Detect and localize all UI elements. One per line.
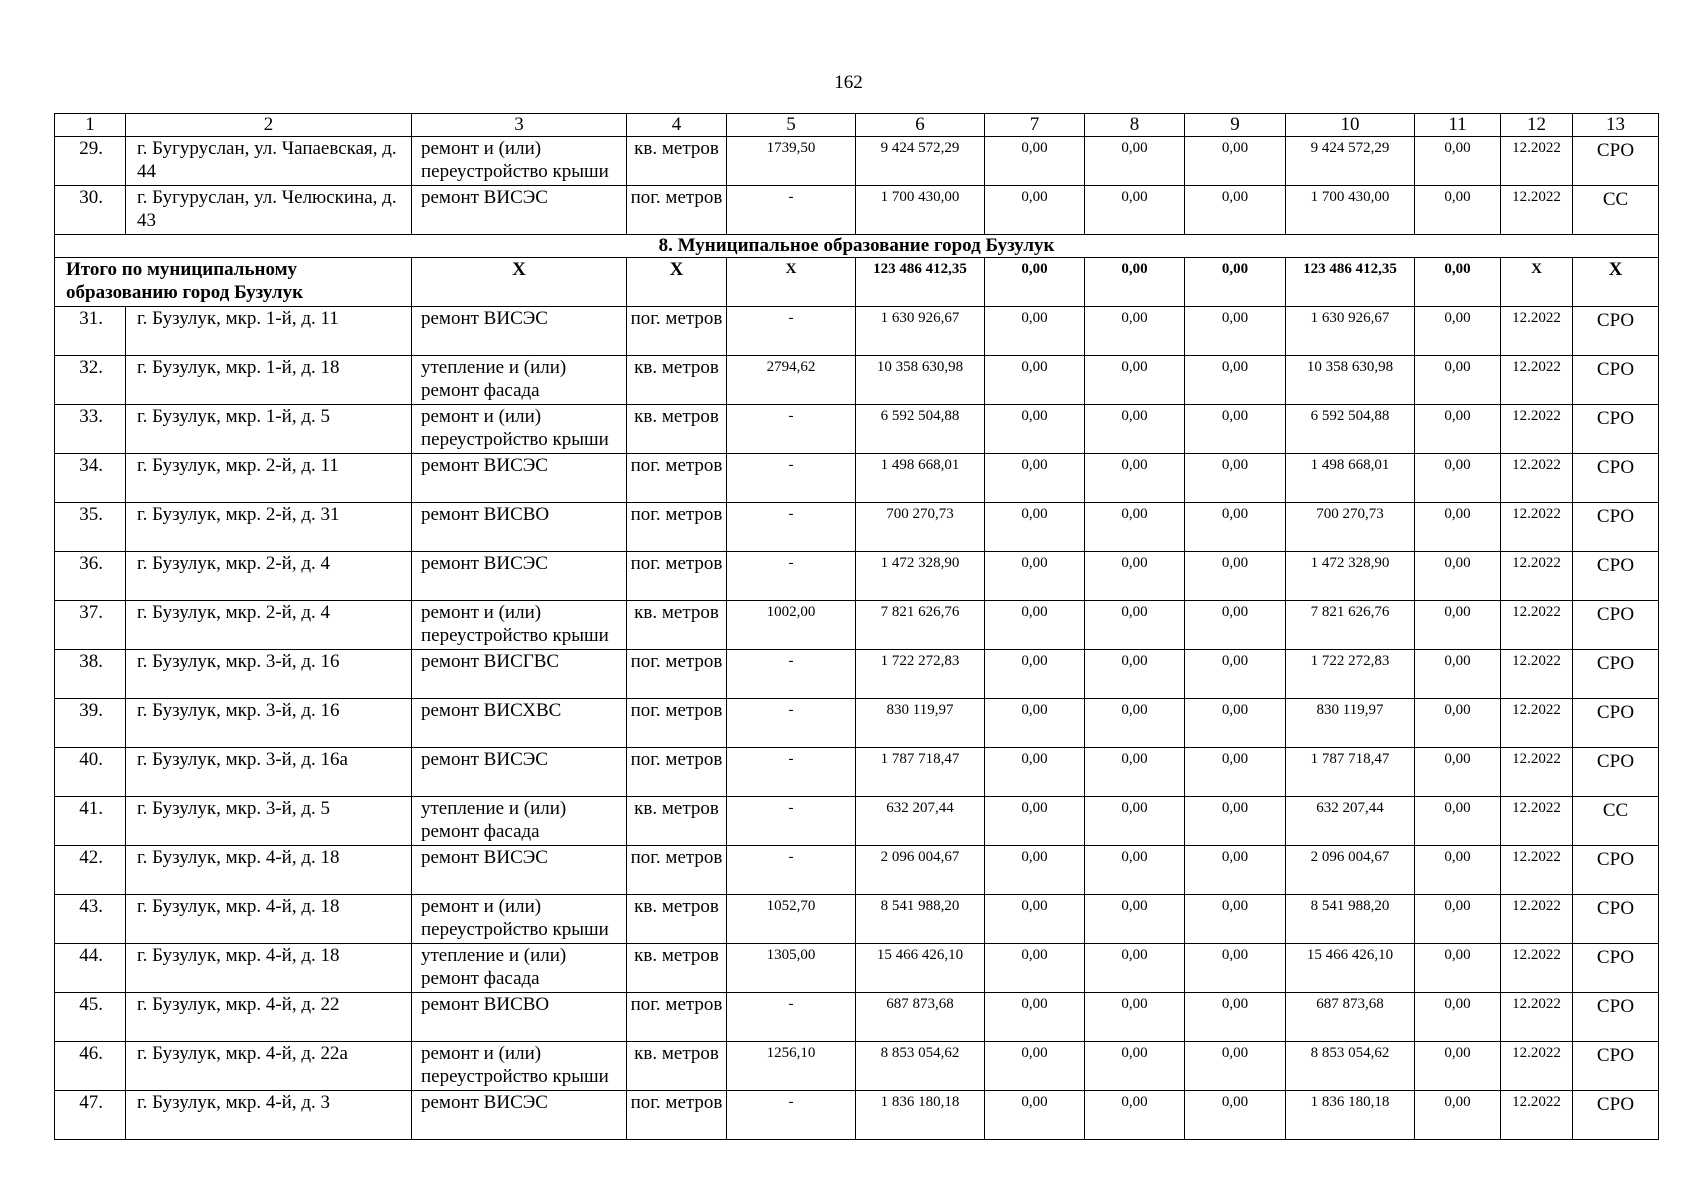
row-number: 42. xyxy=(55,846,126,895)
unit-cell: кв. метров xyxy=(627,797,727,846)
unit-cell: пог. метров xyxy=(627,503,727,552)
work-type-cell: ремонт ВИСЭС xyxy=(412,1091,627,1140)
deadline-cell: 12.2022 xyxy=(1501,356,1573,405)
method-cell: СРО xyxy=(1573,405,1659,454)
other-funds-cell: 0,00 xyxy=(1415,944,1501,993)
total-fund: 0,00 xyxy=(1085,258,1185,307)
deadline-cell: 12.2022 xyxy=(1501,797,1573,846)
address-cell: г. Бугуруслан, ул. Челюскина, д. 43 xyxy=(126,186,412,235)
fund-cell: 0,00 xyxy=(1085,307,1185,356)
work-type-cell: ремонт и (или) переустройство крыши xyxy=(412,137,627,186)
row-number: 45. xyxy=(55,993,126,1042)
other-funds-cell: 0,00 xyxy=(1415,650,1501,699)
owner-funds-cell: 687 873,68 xyxy=(1286,993,1415,1042)
fund-cell: 0,00 xyxy=(985,748,1085,797)
owner-funds-cell: 6 592 504,88 xyxy=(1286,405,1415,454)
fund-cell: 0,00 xyxy=(1085,405,1185,454)
deadline-cell: 12.2022 xyxy=(1501,454,1573,503)
deadline-cell: 12.2022 xyxy=(1501,748,1573,797)
owner-funds-cell: 7 821 626,76 xyxy=(1286,601,1415,650)
owner-funds-cell: 632 207,44 xyxy=(1286,797,1415,846)
unit-cell: пог. метров xyxy=(627,993,727,1042)
method-cell: СРО xyxy=(1573,454,1659,503)
unit-cell: кв. метров xyxy=(627,601,727,650)
column-number: 10 xyxy=(1286,114,1415,137)
fund-cell: 0,00 xyxy=(985,186,1085,235)
address-cell: г. Бузулук, мкр. 1-й, д. 18 xyxy=(126,356,412,405)
unit-cell: кв. метров xyxy=(627,944,727,993)
total-owner-funds: 123 486 412,35 xyxy=(1286,258,1415,307)
owner-funds-cell: 10 358 630,98 xyxy=(1286,356,1415,405)
row-number: 46. xyxy=(55,1042,126,1091)
other-funds-cell: 0,00 xyxy=(1415,356,1501,405)
table-row xyxy=(55,944,1659,993)
other-funds-cell: 0,00 xyxy=(1415,748,1501,797)
deadline-cell: 12.2022 xyxy=(1501,405,1573,454)
total-cost-cell: 700 270,73 xyxy=(856,503,985,552)
total-other-funds: 0,00 xyxy=(1415,258,1501,307)
row-number: 34. xyxy=(55,454,126,503)
table-row xyxy=(55,454,1659,503)
address-cell: г. Бузулук, мкр. 4-й, д. 18 xyxy=(126,846,412,895)
other-funds-cell: 0,00 xyxy=(1415,552,1501,601)
fund-cell: 0,00 xyxy=(1085,552,1185,601)
work-type-cell: ремонт и (или) переустройство крыши xyxy=(412,1042,627,1091)
area-cell: - xyxy=(727,1091,856,1140)
method-cell: СРО xyxy=(1573,356,1659,405)
row-number: 38. xyxy=(55,650,126,699)
fund-cell: 0,00 xyxy=(1085,454,1185,503)
fund-cell: 0,00 xyxy=(985,944,1085,993)
fund-cell: 0,00 xyxy=(1085,748,1185,797)
deadline-cell: 12.2022 xyxy=(1501,1091,1573,1140)
address-cell: г. Бузулук, мкр. 2-й, д. 4 xyxy=(126,552,412,601)
total-cost-cell: 687 873,68 xyxy=(856,993,985,1042)
area-cell: - xyxy=(727,405,856,454)
other-funds-cell: 0,00 xyxy=(1415,797,1501,846)
unit-cell: кв. метров xyxy=(627,137,727,186)
section-row xyxy=(55,235,1659,258)
fund-cell: 0,00 xyxy=(1185,405,1286,454)
area-cell: - xyxy=(727,650,856,699)
fund-cell: 0,00 xyxy=(1185,503,1286,552)
method-cell: СРО xyxy=(1573,993,1659,1042)
fund-cell: 0,00 xyxy=(1185,356,1286,405)
table-row xyxy=(55,601,1659,650)
owner-funds-cell: 830 119,97 xyxy=(1286,699,1415,748)
deadline-cell: 12.2022 xyxy=(1501,699,1573,748)
table-row xyxy=(55,895,1659,944)
owner-funds-cell: 1 498 668,01 xyxy=(1286,454,1415,503)
fund-cell: 0,00 xyxy=(985,137,1085,186)
address-cell: г. Бузулук, мкр. 4-й, д. 3 xyxy=(126,1091,412,1140)
owner-funds-cell: 1 700 430,00 xyxy=(1286,186,1415,235)
table-row xyxy=(55,503,1659,552)
total-cost-cell: 1 472 328,90 xyxy=(856,552,985,601)
address-cell: г. Бузулук, мкр. 4-й, д. 22 xyxy=(126,993,412,1042)
fund-cell: 0,00 xyxy=(1085,944,1185,993)
unit-cell: пог. метров xyxy=(627,307,727,356)
fund-cell: 0,00 xyxy=(1185,699,1286,748)
deadline-cell: 12.2022 xyxy=(1501,307,1573,356)
work-type-cell: ремонт ВИСЭС xyxy=(412,846,627,895)
address-cell: г. Бугуруслан, ул. Чапаевская, д. 44 xyxy=(126,137,412,186)
row-number: 41. xyxy=(55,797,126,846)
table-row xyxy=(55,797,1659,846)
table-row xyxy=(55,748,1659,797)
other-funds-cell: 0,00 xyxy=(1415,503,1501,552)
fund-cell: 0,00 xyxy=(1185,944,1286,993)
total-cost-cell: 632 207,44 xyxy=(856,797,985,846)
work-type-cell: ремонт и (или) переустройство крыши xyxy=(412,601,627,650)
area-cell: - xyxy=(727,186,856,235)
total-cost-cell: 6 592 504,88 xyxy=(856,405,985,454)
total-cost-cell: 8 541 988,20 xyxy=(856,895,985,944)
method-cell: СРО xyxy=(1573,846,1659,895)
column-number: 4 xyxy=(627,114,727,137)
table-row xyxy=(55,405,1659,454)
total-cost-cell: 9 424 572,29 xyxy=(856,137,985,186)
total-cost-cell: 15 466 426,10 xyxy=(856,944,985,993)
fund-cell: 0,00 xyxy=(1085,1042,1185,1091)
table-row xyxy=(55,650,1659,699)
address-cell: г. Бузулук, мкр. 1-й, д. 11 xyxy=(126,307,412,356)
unit-cell: пог. метров xyxy=(627,454,727,503)
method-cell: СРО xyxy=(1573,650,1659,699)
total-cost-cell: 1 787 718,47 xyxy=(856,748,985,797)
fund-cell: 0,00 xyxy=(985,699,1085,748)
owner-funds-cell: 8 541 988,20 xyxy=(1286,895,1415,944)
owner-funds-cell: 1 630 926,67 xyxy=(1286,307,1415,356)
owner-funds-cell: 1 787 718,47 xyxy=(1286,748,1415,797)
fund-cell: 0,00 xyxy=(1185,137,1286,186)
area-cell: - xyxy=(727,307,856,356)
column-number: 9 xyxy=(1185,114,1286,137)
deadline-cell: 12.2022 xyxy=(1501,650,1573,699)
area-cell: 1002,00 xyxy=(727,601,856,650)
unit-cell: кв. метров xyxy=(627,405,727,454)
unit-cell: кв. метров xyxy=(627,1042,727,1091)
fund-cell: 0,00 xyxy=(1085,650,1185,699)
work-type-cell: ремонт ВИСЭС xyxy=(412,748,627,797)
other-funds-cell: 0,00 xyxy=(1415,1091,1501,1140)
deadline-cell: 12.2022 xyxy=(1501,1042,1573,1091)
table-row xyxy=(55,186,1659,235)
address-cell: г. Бузулук, мкр. 2-й, д. 31 xyxy=(126,503,412,552)
capital-repair-table xyxy=(54,113,1659,1140)
unit-cell: пог. метров xyxy=(627,186,727,235)
fund-cell: 0,00 xyxy=(985,454,1085,503)
work-type-cell: утепление и (или) ремонт фасада xyxy=(412,797,627,846)
address-cell: г. Бузулук, мкр. 2-й, д. 11 xyxy=(126,454,412,503)
row-number: 32. xyxy=(55,356,126,405)
total-label: Итого по муниципальному образованию город Бузулук xyxy=(55,258,412,307)
total-cost-cell: 7 821 626,76 xyxy=(856,601,985,650)
work-type-cell: утепление и (или) ремонт фасада xyxy=(412,356,627,405)
work-type-cell: ремонт и (или) переустройство крыши xyxy=(412,895,627,944)
work-type-cell: ремонт ВИСХВС xyxy=(412,699,627,748)
area-cell: - xyxy=(727,552,856,601)
other-funds-cell: 0,00 xyxy=(1415,1042,1501,1091)
work-type-cell: ремонт и (или) переустройство крыши xyxy=(412,405,627,454)
method-cell: СРО xyxy=(1573,748,1659,797)
area-cell: 1739,50 xyxy=(727,137,856,186)
area-cell: 1256,10 xyxy=(727,1042,856,1091)
total-row xyxy=(55,258,1659,307)
method-cell: СРО xyxy=(1573,944,1659,993)
area-cell: - xyxy=(727,748,856,797)
fund-cell: 0,00 xyxy=(985,846,1085,895)
work-type-cell: ремонт ВИСЭС xyxy=(412,552,627,601)
total-cost-cell: 1 722 272,83 xyxy=(856,650,985,699)
table-row xyxy=(55,1091,1659,1140)
row-number: 43. xyxy=(55,895,126,944)
address-cell: г. Бузулук, мкр. 3-й, д. 16 xyxy=(126,650,412,699)
work-type-cell: ремонт ВИСЭС xyxy=(412,186,627,235)
deadline-cell: 12.2022 xyxy=(1501,552,1573,601)
owner-funds-cell: 15 466 426,10 xyxy=(1286,944,1415,993)
table-row xyxy=(55,846,1659,895)
row-number: 40. xyxy=(55,748,126,797)
other-funds-cell: 0,00 xyxy=(1415,601,1501,650)
fund-cell: 0,00 xyxy=(1185,846,1286,895)
method-cell: СС xyxy=(1573,186,1659,235)
unit-cell: пог. метров xyxy=(627,650,727,699)
fund-cell: 0,00 xyxy=(985,552,1085,601)
row-number: 35. xyxy=(55,503,126,552)
fund-cell: 0,00 xyxy=(1085,137,1185,186)
row-number: 36. xyxy=(55,552,126,601)
fund-cell: 0,00 xyxy=(985,993,1085,1042)
fund-cell: 0,00 xyxy=(985,356,1085,405)
table-row xyxy=(55,993,1659,1042)
table-row xyxy=(55,356,1659,405)
column-number: 5 xyxy=(727,114,856,137)
unit-cell: кв. метров xyxy=(627,356,727,405)
fund-cell: 0,00 xyxy=(1085,601,1185,650)
fund-cell: 0,00 xyxy=(1185,797,1286,846)
fund-cell: 0,00 xyxy=(1185,601,1286,650)
total-fund: 0,00 xyxy=(985,258,1085,307)
other-funds-cell: 0,00 xyxy=(1415,405,1501,454)
unit-cell: пог. метров xyxy=(627,1091,727,1140)
fund-cell: 0,00 xyxy=(985,650,1085,699)
address-cell: г. Бузулук, мкр. 4-й, д. 18 xyxy=(126,944,412,993)
column-number: 12 xyxy=(1501,114,1573,137)
total-x: X xyxy=(412,258,627,307)
total-x: X xyxy=(627,258,727,307)
deadline-cell: 12.2022 xyxy=(1501,846,1573,895)
unit-cell: пог. метров xyxy=(627,699,727,748)
column-number: 11 xyxy=(1415,114,1501,137)
deadline-cell: 12.2022 xyxy=(1501,503,1573,552)
area-cell: 1305,00 xyxy=(727,944,856,993)
fund-cell: 0,00 xyxy=(985,405,1085,454)
method-cell: СРО xyxy=(1573,307,1659,356)
work-type-cell: ремонт ВИСВО xyxy=(412,503,627,552)
other-funds-cell: 0,00 xyxy=(1415,307,1501,356)
column-number: 1 xyxy=(55,114,126,137)
page-number: 162 xyxy=(834,72,863,93)
fund-cell: 0,00 xyxy=(1085,1091,1185,1140)
area-cell: - xyxy=(727,846,856,895)
fund-cell: 0,00 xyxy=(1085,895,1185,944)
method-cell: СРО xyxy=(1573,1042,1659,1091)
address-cell: г. Бузулук, мкр. 3-й, д. 16 xyxy=(126,699,412,748)
column-number: 2 xyxy=(126,114,412,137)
fund-cell: 0,00 xyxy=(1185,993,1286,1042)
other-funds-cell: 0,00 xyxy=(1415,454,1501,503)
fund-cell: 0,00 xyxy=(1185,895,1286,944)
column-number: 7 xyxy=(985,114,1085,137)
owner-funds-cell: 1 472 328,90 xyxy=(1286,552,1415,601)
area-cell: 2794,62 xyxy=(727,356,856,405)
fund-cell: 0,00 xyxy=(1185,186,1286,235)
unit-cell: пог. метров xyxy=(627,846,727,895)
other-funds-cell: 0,00 xyxy=(1415,699,1501,748)
fund-cell: 0,00 xyxy=(1185,1091,1286,1140)
method-cell: СС xyxy=(1573,797,1659,846)
total-cost-cell: 1 498 668,01 xyxy=(856,454,985,503)
owner-funds-cell: 1 836 180,18 xyxy=(1286,1091,1415,1140)
deadline-cell: 12.2022 xyxy=(1501,601,1573,650)
row-number: 47. xyxy=(55,1091,126,1140)
total-cost-cell: 1 700 430,00 xyxy=(856,186,985,235)
area-cell: - xyxy=(727,454,856,503)
column-number: 8 xyxy=(1085,114,1185,137)
fund-cell: 0,00 xyxy=(985,895,1085,944)
fund-cell: 0,00 xyxy=(1185,454,1286,503)
fund-cell: 0,00 xyxy=(1085,993,1185,1042)
other-funds-cell: 0,00 xyxy=(1415,895,1501,944)
deadline-cell: 12.2022 xyxy=(1501,895,1573,944)
row-number: 39. xyxy=(55,699,126,748)
fund-cell: 0,00 xyxy=(985,601,1085,650)
area-cell: - xyxy=(727,503,856,552)
row-number: 44. xyxy=(55,944,126,993)
fund-cell: 0,00 xyxy=(1185,650,1286,699)
other-funds-cell: 0,00 xyxy=(1415,993,1501,1042)
table-row xyxy=(55,699,1659,748)
total-cost-cell: 2 096 004,67 xyxy=(856,846,985,895)
total-x: X xyxy=(1573,258,1659,307)
total-cost-cell: 8 853 054,62 xyxy=(856,1042,985,1091)
work-type-cell: ремонт ВИСГВС xyxy=(412,650,627,699)
fund-cell: 0,00 xyxy=(1085,186,1185,235)
row-number: 30. xyxy=(55,186,126,235)
owner-funds-cell: 8 853 054,62 xyxy=(1286,1042,1415,1091)
fund-cell: 0,00 xyxy=(985,1091,1085,1140)
unit-cell: пог. метров xyxy=(627,748,727,797)
section-title: 8. Муниципальное образование город Бузулук xyxy=(55,235,1659,258)
total-cost-cell: 10 358 630,98 xyxy=(856,356,985,405)
owner-funds-cell: 2 096 004,67 xyxy=(1286,846,1415,895)
address-cell: г. Бузулук, мкр. 2-й, д. 4 xyxy=(126,601,412,650)
method-cell: СРО xyxy=(1573,503,1659,552)
deadline-cell: 12.2022 xyxy=(1501,993,1573,1042)
column-number: 13 xyxy=(1573,114,1659,137)
total-cost: 123 486 412,35 xyxy=(856,258,985,307)
method-cell: СРО xyxy=(1573,552,1659,601)
column-number-row xyxy=(55,114,1659,137)
other-funds-cell: 0,00 xyxy=(1415,846,1501,895)
total-cost-cell: 830 119,97 xyxy=(856,699,985,748)
row-number: 31. xyxy=(55,307,126,356)
total-cost-cell: 1 630 926,67 xyxy=(856,307,985,356)
total-x: X xyxy=(727,258,856,307)
deadline-cell: 12.2022 xyxy=(1501,186,1573,235)
method-cell: СРО xyxy=(1573,699,1659,748)
fund-cell: 0,00 xyxy=(1185,307,1286,356)
area-cell: 1052,70 xyxy=(727,895,856,944)
total-cost-cell: 1 836 180,18 xyxy=(856,1091,985,1140)
method-cell: СРО xyxy=(1573,1091,1659,1140)
deadline-cell: 12.2022 xyxy=(1501,944,1573,993)
fund-cell: 0,00 xyxy=(985,797,1085,846)
address-cell: г. Бузулук, мкр. 3-й, д. 16а xyxy=(126,748,412,797)
table-row xyxy=(55,137,1659,186)
method-cell: СРО xyxy=(1573,895,1659,944)
owner-funds-cell: 1 722 272,83 xyxy=(1286,650,1415,699)
other-funds-cell: 0,00 xyxy=(1415,137,1501,186)
fund-cell: 0,00 xyxy=(985,1042,1085,1091)
work-type-cell: ремонт ВИСЭС xyxy=(412,454,627,503)
address-cell: г. Бузулук, мкр. 1-й, д. 5 xyxy=(126,405,412,454)
address-cell: г. Бузулук, мкр. 3-й, д. 5 xyxy=(126,797,412,846)
fund-cell: 0,00 xyxy=(1085,699,1185,748)
column-number: 3 xyxy=(412,114,627,137)
unit-cell: кв. метров xyxy=(627,895,727,944)
fund-cell: 0,00 xyxy=(1085,797,1185,846)
deadline-cell: 12.2022 xyxy=(1501,137,1573,186)
work-type-cell: утепление и (или) ремонт фасада xyxy=(412,944,627,993)
row-number: 37. xyxy=(55,601,126,650)
fund-cell: 0,00 xyxy=(1085,503,1185,552)
method-cell: СРО xyxy=(1573,601,1659,650)
area-cell: - xyxy=(727,797,856,846)
address-cell: г. Бузулук, мкр. 4-й, д. 22а xyxy=(126,1042,412,1091)
table-row xyxy=(55,1042,1659,1091)
row-number: 33. xyxy=(55,405,126,454)
row-number: 29. xyxy=(55,137,126,186)
owner-funds-cell: 700 270,73 xyxy=(1286,503,1415,552)
fund-cell: 0,00 xyxy=(985,503,1085,552)
fund-cell: 0,00 xyxy=(1185,552,1286,601)
table-row xyxy=(55,307,1659,356)
fund-cell: 0,00 xyxy=(1085,846,1185,895)
fund-cell: 0,00 xyxy=(1085,356,1185,405)
area-cell: - xyxy=(727,993,856,1042)
owner-funds-cell: 9 424 572,29 xyxy=(1286,137,1415,186)
unit-cell: пог. метров xyxy=(627,552,727,601)
total-fund: 0,00 xyxy=(1185,258,1286,307)
area-cell: - xyxy=(727,699,856,748)
other-funds-cell: 0,00 xyxy=(1415,186,1501,235)
address-cell: г. Бузулук, мкр. 4-й, д. 18 xyxy=(126,895,412,944)
fund-cell: 0,00 xyxy=(985,307,1085,356)
total-x: X xyxy=(1501,258,1573,307)
column-number: 6 xyxy=(856,114,985,137)
fund-cell: 0,00 xyxy=(1185,1042,1286,1091)
table-row xyxy=(55,552,1659,601)
work-type-cell: ремонт ВИСЭС xyxy=(412,307,627,356)
work-type-cell: ремонт ВИСВО xyxy=(412,993,627,1042)
method-cell: СРО xyxy=(1573,137,1659,186)
fund-cell: 0,00 xyxy=(1185,748,1286,797)
